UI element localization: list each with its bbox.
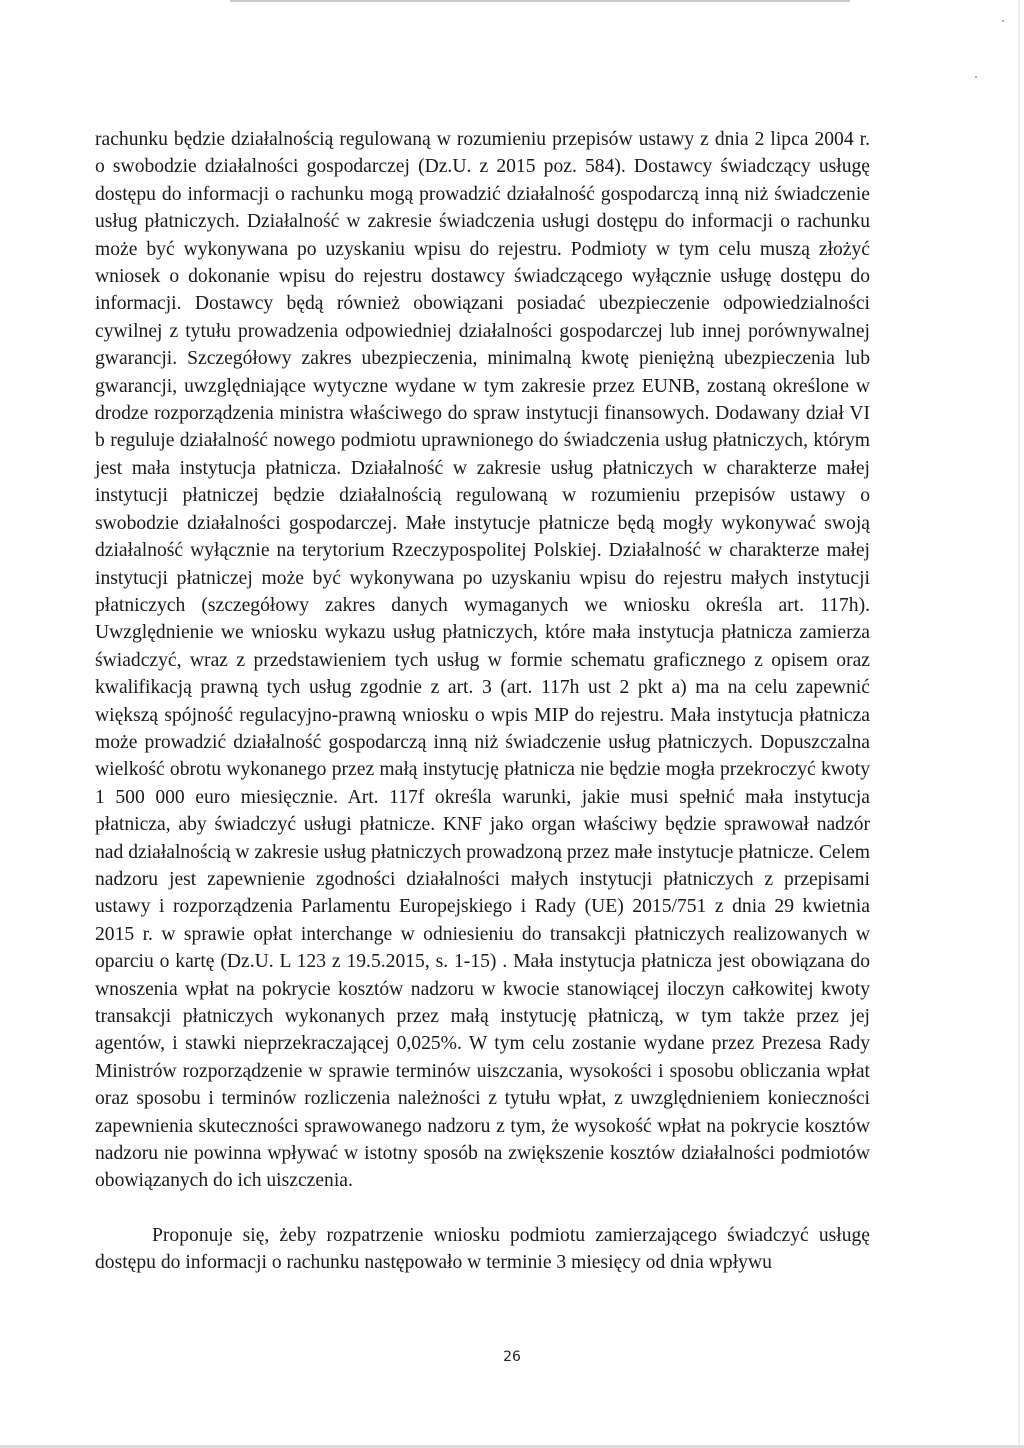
body-paragraph-1: rachunku będzie działalnością regulowaną w rozumieniu przepisów ustawy z dnia 2 lipca 2004 r. o swobodzie działalności gospodarczej (Dz.U. z 2015 poz. 584). Dostawcy świadczący usługę dostępu do informacji o rachunku mogą prowadzić działalność gospodarczą inną niż świadczenie usług płatniczych. Działalność w zakresie świadczenia usługi dostępu do informacji o rachunku może być wykonywana po uzyskaniu wpisu do rejestru. Podmioty w tym celu muszą złożyć wniosek o dokonanie wpisu do rejestru dostawcy świadczącego wyłącznie usługę dostępu do informacji. Dostawcy będą również obowiązani posiadać ubezpieczenie odpowiedzialności cywilnej z tytułu prowadzenia odpowiedniej działalności gospodarczej lub innej porównywalnej gwarancji. Szczegółowy zakres ubezpieczenia, minimalną kwotę pieniężną ubezpieczenia lub gwarancji, uwzględniające wytyczne wydane w tym zakresie przez EUNB, zostaną określone w drodze rozporządzenia ministra właściwego do spraw instytucji finansowych. Dodawany dział VI b reguluje działalność nowego podmiotu uprawnionego do świadczenia usług płatniczych, którym jest mała instytucja płatnicza. Działalność w zakresie usług płatniczych w charakterze małej instytucji płatniczej będzie działalnością regulowaną w rozumieniu przepisów ustawy o swobodzie działalności gospodarczej. Małe instytucje płatnicze będą mogły wykonywać swoją działalność wyłącznie na terytorium Rzeczypospolitej Polskiej. Działalność w charakterze małej instytucji płatniczej może być wykonywana po uzyskaniu wpisu do rejestru małych instytucji płatniczych (szczegółowy zakres danych wymaganych we wniosku określa art. 117h). Uwzględnienie we wniosku wykazu usług płatniczych, które mała instytucja płatnicza zamierza świadczyć, wraz z przedstawieniem tych usług w formie schematu graficznego z opisem oraz kwalifikacją prawną tych usług zgodnie z art. 3 (art. 117h ust 2 pkt a) ma na celu zapewnić większą spójność regulacyjno-prawną wniosku o wpis MIP do rejestru. Mała instytucja płatnicza może prowadzić działalność gospodarczą inną niż świadczenie usług płatniczych. Dopuszczalna wielkość obrotu wykonanego przez małą instytucję płatnicza nie będzie mogła przekroczyć kwoty 1 500 000 euro miesięcznie. Art. 117f określa warunki, jakie musi spełnić mała instytucja płatnicza, aby świadczyć usługi płatnicze. KNF jako organ właściwy będzie sprawował nadzór nad działalnością w zakresie usług płatniczych prowadzoną przez małe instytucje płatnicze. Celem nadzoru jest zapewnienie zgodności działalności małych instytucji płatniczych z przepisami ustawy i rozporządzenia Parlamentu Europejskiego i Rady (UE) 2015/751 z dnia 29 kwietnia 2015 r. w sprawie opłat interchange w odniesieniu do transakcji płatniczych realizowanych w oparciu o kartę (Dz.U. L 123 z 19.5.2015, s. 1-15) . Mała instytucja płatnicza jest obowiązana do wnoszenia wpłat na pokrycie kosztów nadzoru w kwocie stanowiącej iloczyn całkowitej kwoty transakcji płatniczych wykonanych przez małą instytucję płatniczą, w tym także przez jej agentów, i stawki nieprzekraczającej 0,025%. W tym celu zostanie wydane przez Prezesa Rady Ministrów rozporządzenie w sprawie terminów uiszczania, wysokości i sposobu obliczania wpłat oraz sposobu i terminów rozliczenia należności z tytułu wpłat, z uwzględnieniem konieczności zapewnienia skuteczności sprawowanego nadzoru z tym, że wysokość wpłat na pokrycie kosztów nadzoru nie powinna wpływać w istotny sposób na zwiększenie kosztów działalności podmiotów obowiązanych do ich uiszczenia. — [95, 129, 870, 1192]
scan-edge-right — [1018, 0, 1020, 1448]
page-number: 26 — [503, 1349, 521, 1365]
scan-speck — [1002, 20, 1004, 22]
scan-edge-top — [230, 0, 850, 2]
scan-speck — [975, 76, 977, 78]
document-body — [95, 126, 870, 1277]
body-paragraph-2: Proponuje się, żeby rozpatrzenie wniosku podmiotu zamierzającego świadczyć usługę dostępu do informacji o rachunku następowało w terminie 3 miesięcy od dnia wpływu — [95, 1224, 870, 1274]
